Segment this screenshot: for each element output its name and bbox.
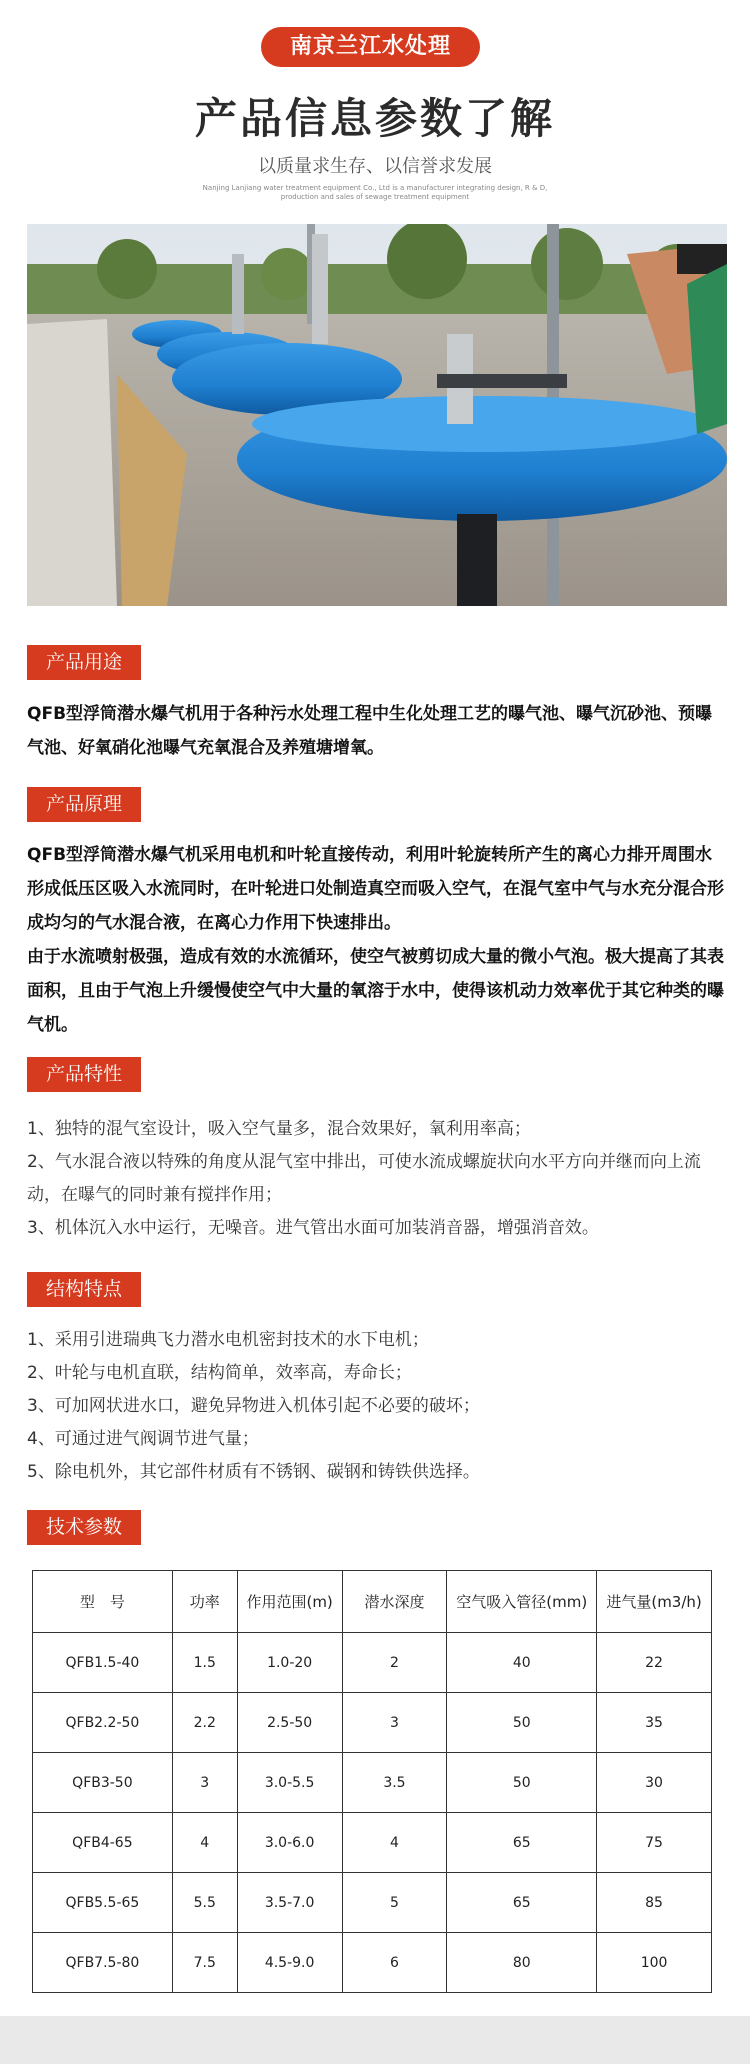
- table-header-row: [33, 1571, 712, 1633]
- table-cell: 4: [172, 1813, 237, 1873]
- section-title-principle: 产品原理: [27, 787, 141, 822]
- table-cell: QFB1.5-40: [33, 1633, 173, 1693]
- aerator-illustration: [27, 224, 727, 606]
- structure-list: [27, 1324, 727, 1489]
- section-title-specs: 技术参数: [27, 1510, 141, 1545]
- table-cell: 2.2: [172, 1693, 237, 1753]
- table-cell: 7.5: [172, 1933, 237, 1993]
- table-cell: 5: [342, 1873, 447, 1933]
- english-caption-line-2: production and sales of sewage treatment equipment: [280, 193, 470, 201]
- principle-text-2: 由于水流喷射极强，造成有效的水流循环，使空气被剪切成大量的微小气泡。极大提高了其表面积，且由于气泡上升缓慢使空气中大量的氧溶于水中，使得该机动力效率优于其它种类的曝气机。: [27, 947, 724, 1035]
- page-title: 产品信息参数了解: [194, 94, 555, 143]
- table-row: [33, 1813, 712, 1873]
- table-cell: 65: [447, 1813, 597, 1873]
- table-cell: 4.5-9.0: [237, 1933, 342, 1993]
- column-header: 功率: [172, 1571, 237, 1633]
- table-row: [33, 1753, 712, 1813]
- list-item: 3、机体沉入水中运行，无噪音。进气管出水面可加装消音器，增强消音效。: [27, 1218, 599, 1238]
- list-item: 3、可加网状进水口，避免异物进入机体引起不必要的破坏；: [27, 1396, 480, 1416]
- features-list: [27, 1113, 727, 1245]
- table-cell: 3.5-7.0: [237, 1873, 342, 1933]
- table-cell: QFB3-50: [33, 1753, 173, 1813]
- footer-band: [0, 2016, 750, 2064]
- english-caption-line-1: Nanjing Lanjiang water treatment equipment Co., Ltd is a manufacturer integrating design, R & D,: [202, 184, 548, 192]
- principle-text-1: QFB型浮筒潜水爆气机采用电机和叶轮直接传动，利用叶轮旋转所产生的离心力排开周围水形成低压区吸入水流同时，在叶轮进口处制造真空而吸入空气，在混气室中气与水充分混合形成均匀的气水混合液，在离心力作用下快速排出。: [27, 845, 724, 933]
- list-item: 2、叶轮与电机直联，结构简单，效率高，寿命长；: [27, 1363, 412, 1383]
- column-header: 空气吸入管径(mm): [447, 1571, 597, 1633]
- table-cell: 2: [342, 1633, 447, 1693]
- table-cell: 1.0-20: [237, 1633, 342, 1693]
- brand-badge: 南京兰江水处理: [261, 27, 480, 67]
- table-cell: 3.0-6.0: [237, 1813, 342, 1873]
- list-item: 1、独特的混气室设计，吸入空气量多，混合效果好，氧利用率高；: [27, 1119, 531, 1139]
- table-cell: 5.5: [172, 1873, 237, 1933]
- table-cell: 75: [597, 1813, 712, 1873]
- table-cell: 22: [597, 1633, 712, 1693]
- english-caption: [190, 184, 560, 202]
- table-cell: 30: [597, 1753, 712, 1813]
- table-cell: 35: [597, 1693, 712, 1753]
- column-header: 潜水深度: [342, 1571, 447, 1633]
- slogan: 以质量求生存、以信誉求发展: [258, 156, 492, 177]
- table-cell: 50: [447, 1693, 597, 1753]
- table-cell: 1.5: [172, 1633, 237, 1693]
- table-cell: 100: [597, 1933, 712, 1993]
- list-item: 2、气水混合液以特殊的角度从混气室中排出，可使水流成螺旋状向水平方向并继而向上流动，在曝气的同时兼有搅拌作用；: [27, 1152, 701, 1205]
- table-cell: 65: [447, 1873, 597, 1933]
- table-cell: 50: [447, 1753, 597, 1813]
- section-title-usage: 产品用途: [27, 645, 141, 680]
- table-cell: 2.5-50: [237, 1693, 342, 1753]
- table-cell: 80: [447, 1933, 597, 1993]
- spec-table: [32, 1570, 712, 1993]
- table-row: [33, 1633, 712, 1693]
- table-cell: QFB4-65: [33, 1813, 173, 1873]
- table-cell: 3.0-5.5: [237, 1753, 342, 1813]
- table-row: [33, 1873, 712, 1933]
- list-item: 1、采用引进瑞典飞力潜水电机密封技术的水下电机；: [27, 1330, 429, 1350]
- column-header: 作用范围(m): [237, 1571, 342, 1633]
- column-header: 进气量(m3/h): [597, 1571, 712, 1633]
- table-cell: 85: [597, 1873, 712, 1933]
- section-title-structure: 结构特点: [27, 1272, 141, 1307]
- product-photo: [27, 224, 727, 606]
- table-cell: 3: [172, 1753, 237, 1813]
- usage-text: QFB型浮筒潜水爆气机用于各种污水处理工程中生化处理工艺的曝气池、曝气沉砂池、预曝气池、好氧硝化池曝气充氧混合及养殖塘增氧。: [27, 704, 713, 758]
- list-item: 5、除电机外，其它部件材质有不锈钢、碳钢和铸铁供选择。: [27, 1462, 480, 1482]
- section-title-features: 产品特性: [27, 1057, 141, 1092]
- table-row: [33, 1693, 712, 1753]
- table-cell: 4: [342, 1813, 447, 1873]
- table-cell: 3: [342, 1693, 447, 1753]
- table-cell: 3.5: [342, 1753, 447, 1813]
- table-cell: 6: [342, 1933, 447, 1993]
- list-item: 4、可通过进气阀调节进气量；: [27, 1429, 259, 1449]
- table-row: [33, 1933, 712, 1993]
- column-header: 型 号: [33, 1571, 173, 1633]
- table-cell: QFB5.5-65: [33, 1873, 173, 1933]
- table-cell: QFB7.5-80: [33, 1933, 173, 1993]
- table-cell: 40: [447, 1633, 597, 1693]
- table-cell: QFB2.2-50: [33, 1693, 173, 1753]
